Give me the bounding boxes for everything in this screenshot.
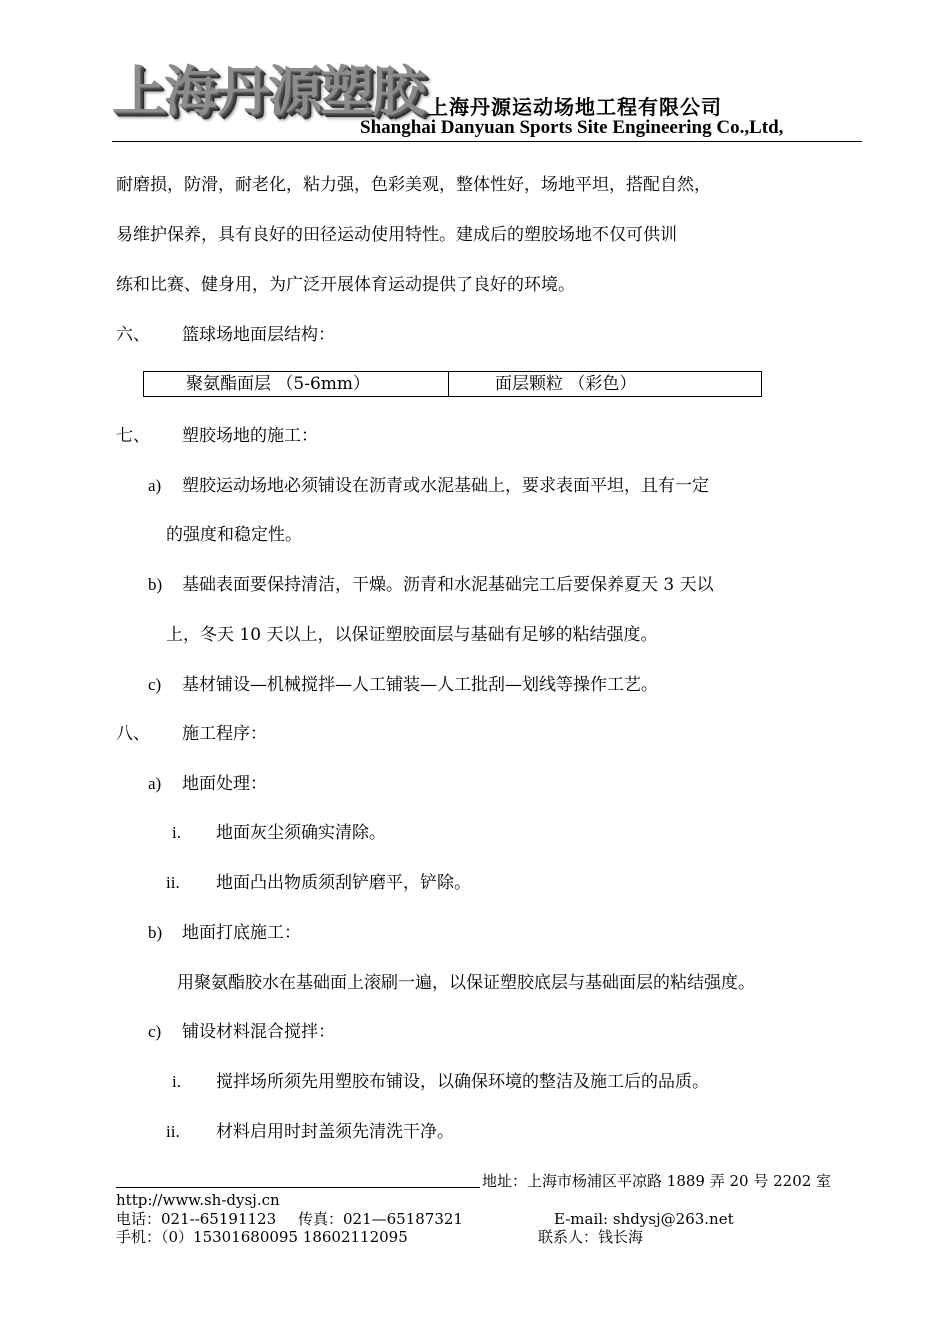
company-name-english: Shanghai Danyuan Sports Site Engineering Co.,Ltd, [360, 117, 784, 138]
footer-divider [116, 1187, 480, 1188]
header-divider [112, 141, 862, 142]
section-8-title: 施工程序： [182, 724, 267, 744]
section-6-title: 篮球场地面层结构： [182, 325, 335, 345]
list-marker: b) [148, 923, 163, 942]
section-7-item-c-line-1: 基材铺设—机械搅拌—人工铺装—人工批刮—划线等操作工艺。 [182, 675, 658, 695]
list-marker: c) [148, 1022, 162, 1041]
section-7-item-a-line-1: 塑胶运动场地必须铺设在沥青或水泥基础上，要求表面平坦，且有一定 [182, 476, 709, 496]
footer-phone: 电话：021--65191123 [116, 1210, 277, 1228]
section-8-b-text: 用聚氨酯胶水在基础面上滚刷一遍，以保证塑胶底层与基础面层的粘结强度。 [177, 973, 755, 993]
section-8-a-title: 地面处理： [182, 774, 267, 794]
section-8-c-sub-2: 材料启用时封盖须先清洗干净。 [216, 1122, 454, 1142]
basketball-layer-table [143, 371, 762, 397]
company-name-chinese: 上海丹源运动场地工程有限公司 [428, 95, 722, 119]
sub-list-marker: ii. [166, 873, 180, 892]
footer-website-link[interactable]: http://www.sh-dysj.cn [116, 1191, 280, 1209]
footer-contact-person: 联系人：钱长海 [538, 1228, 644, 1246]
section-7-title: 塑胶场地的施工： [182, 426, 318, 446]
section-7-item-b-line-1: 基础表面要保持清洁，干燥。沥青和水泥基础完工后要保养夏天 3 天以 [182, 575, 714, 595]
section-8-number: 八、 [116, 724, 150, 744]
section-8-a-sub-2: 地面凸出物质须刮铲磨平，铲除。 [216, 873, 471, 893]
table-cell-text: 面层颗粒 （彩色） [495, 374, 637, 394]
section-8-a-sub-1: 地面灰尘须确实清除。 [216, 823, 386, 843]
list-marker: a) [148, 774, 162, 793]
company-logo: 上海丹源塑胶 [112, 60, 424, 123]
table-cell-surface-layer [144, 372, 449, 396]
footer-email[interactable]: E-mail: shdysj@263.net [554, 1210, 734, 1228]
table-cell-granules [449, 372, 761, 396]
section-7-number: 七、 [116, 426, 150, 446]
list-marker: b) [148, 575, 163, 594]
section-8-c-sub-1: 搅拌场所须先用塑胶布铺设，以确保环境的整洁及施工后的品质。 [216, 1072, 709, 1092]
intro-line-2: 易维护保养，具有良好的田径运动使用特性。建成后的塑胶场地不仅可供训 [116, 225, 677, 245]
footer-address: 地址：上海市杨浦区平凉路 1889 弄 20 号 2202 室 [482, 1172, 832, 1190]
sub-list-marker: i. [172, 1072, 181, 1091]
sub-list-marker: ii. [166, 1122, 180, 1141]
section-8-c-title: 铺设材料混合搅拌： [182, 1022, 335, 1042]
footer-mobile: 手机：（0）15301680095 18602112095 [116, 1228, 408, 1246]
sub-list-marker: i. [172, 823, 181, 842]
section-7-item-b-line-2: 上，冬天 10 天以上，以保证塑胶面层与基础有足够的粘结强度。 [166, 625, 658, 645]
intro-line-3: 练和比赛、健身用，为广泛开展体育运动提供了良好的环境。 [116, 275, 575, 295]
footer-fax: 传真：021—65187321 [298, 1210, 463, 1228]
section-6-number: 六、 [116, 325, 150, 345]
section-8-b-title: 地面打底施工： [182, 923, 301, 943]
list-marker: a) [148, 476, 162, 495]
list-marker: c) [148, 675, 162, 694]
intro-line-1: 耐磨损，防滑，耐老化，粘力强，色彩美观，整体性好，场地平坦，搭配自然， [116, 175, 711, 195]
section-7-item-a-line-2: 的强度和稳定性。 [166, 525, 302, 545]
table-cell-text: 聚氨酯面层 （5-6mm） [186, 374, 371, 394]
